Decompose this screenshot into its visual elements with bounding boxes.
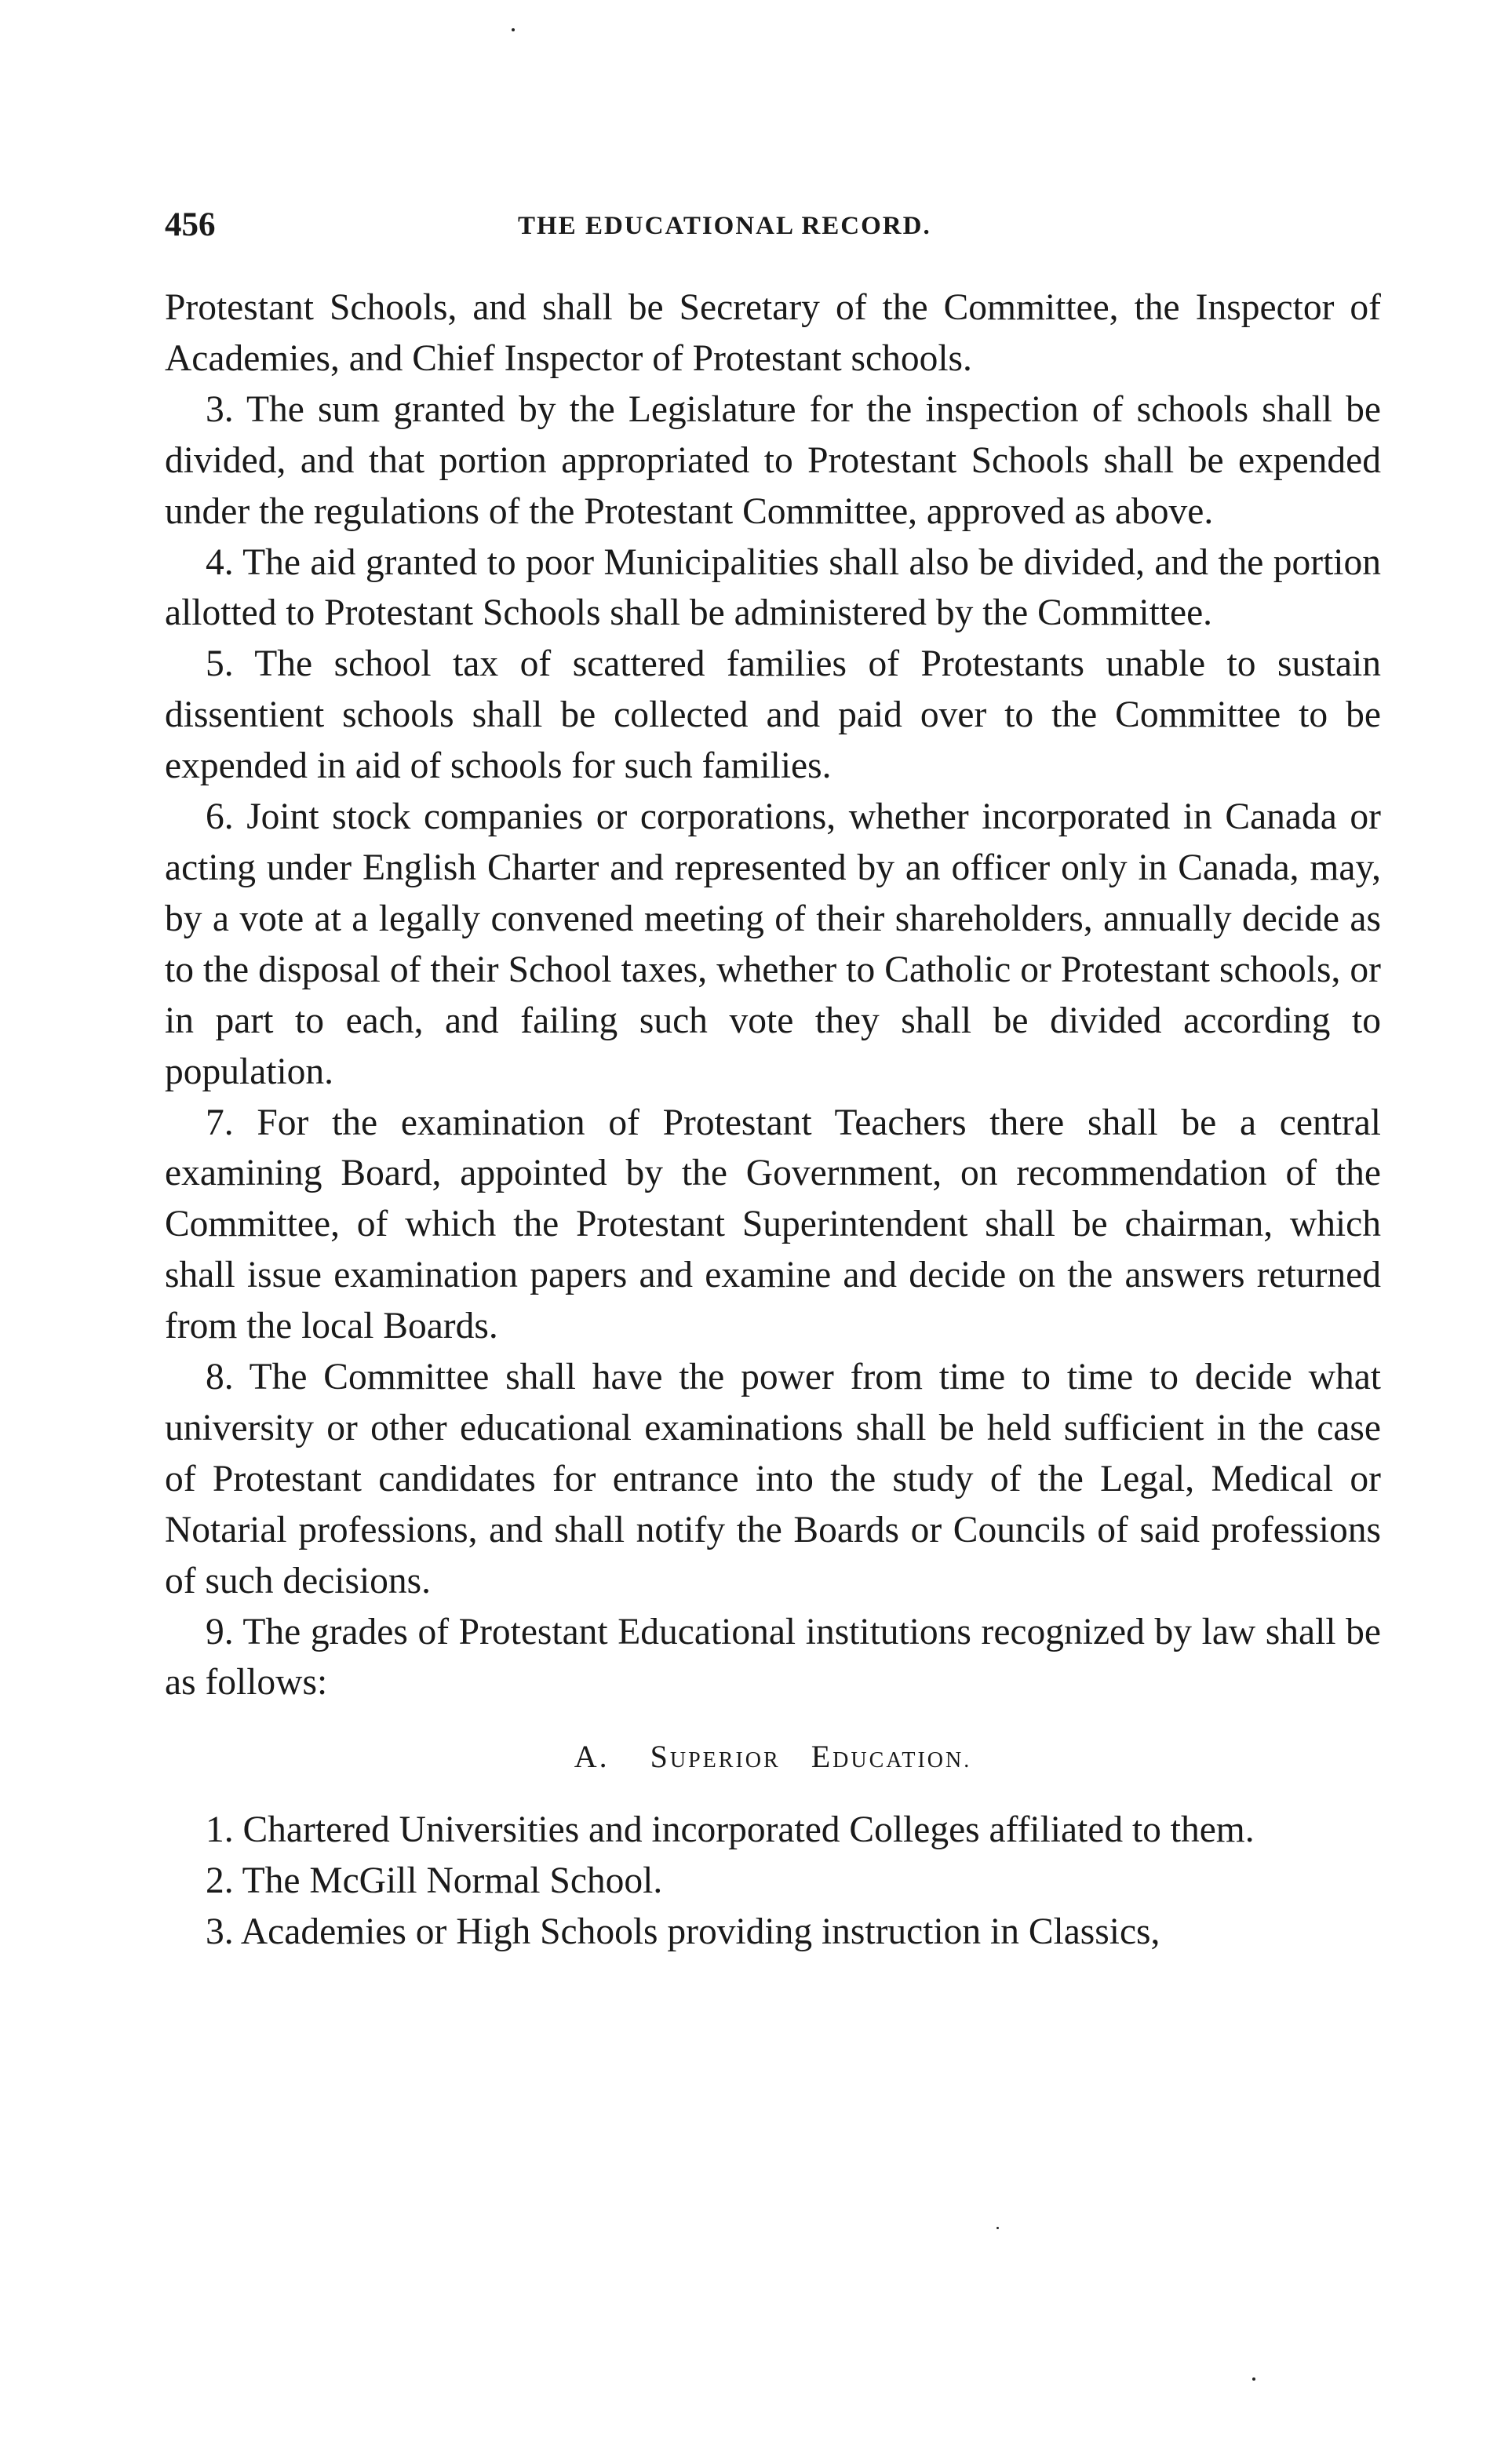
page-body [165, 206, 1381, 1958]
print-speck [512, 28, 515, 31]
section-letter: A. [574, 1739, 610, 1775]
heading-smallcaps: UPERIOR [669, 1748, 781, 1773]
heading-initial: E [811, 1739, 833, 1775]
paragraph-continuation: Protestant Schools, and shall be Secretary of the Committee, the Inspector of Academies, and Chief Inspector of Protestant schools. [165, 287, 1381, 379]
heading-word-education [811, 1739, 972, 1774]
running-title: THE EDUCATIONAL RECORD. [518, 212, 931, 240]
list-item-3: 3. Academies or High Schools providing instruction in Classics, [206, 1911, 1160, 1953]
paragraph-6: 6. Joint stock companies or corporations, whether incorporated in Canada or acting under English Charter and represented by an officer only in Canada, may, by a vote at a legally convened meeting of their shareholders, annually decide as to the disposal of their School taxes, whether to Catholic or Protestant schools, or in part to each, and failing such vote they shall be divided according to population. [165, 796, 1381, 1092]
paragraph-5: 5. The school tax of scattered families of Protestants unable to sustain dissentient schools shall be collected and paid over to the Committee to be expended in aid of schools for such families. [165, 643, 1381, 787]
paragraph-4: 4. The aid granted to poor Municipalities shall also be divided, and the portion allotted to Protestant Schools shall be administered by the Committee. [165, 541, 1381, 634]
print-speck [1252, 2377, 1255, 2381]
heading-word-superior [650, 1739, 781, 1774]
list-item-2: 2. The McGill Normal School. [206, 1860, 663, 1902]
print-speck [996, 2227, 999, 2229]
heading-smallcaps: DUCATION. [833, 1748, 972, 1773]
paragraph-3: 3. The sum granted by the Legislature for the inspection of schools shall be divided, and that portion appropriated to Protestant Schools shall be expended under the regulations of the Protestant Committee, approved as above. [165, 388, 1381, 532]
paragraph-8: 8. The Committee shall have the power from time to time to decide what university or other educational examinations shall be held sufficient in the case of Protestant candidates for entrance into the study of the Legal, Medical or Notarial professions, and shall notify the Boards or Councils of said professions of such decisions. [165, 1357, 1381, 1601]
heading-initial: S [650, 1739, 670, 1775]
section-heading [165, 1733, 1381, 1784]
paragraph-7: 7. For the examination of Protestant Teachers there shall be a central examining Board, appointed by the Government, on recommendation of the Committee, of which the Protestant Superintendent shall be chairman, which shall issue examination papers and examine and decide on the answers returned from the local Boards. [165, 1102, 1381, 1347]
list-item-1: 1. Chartered Universities and incorporated Colleges affiliated to them. [206, 1809, 1255, 1851]
running-header [165, 206, 1381, 253]
page-number: 456 [165, 206, 216, 243]
paragraph-9: 9. The grades of Protestant Educational institutions recognized by law shall be as follows: [165, 1611, 1381, 1703]
